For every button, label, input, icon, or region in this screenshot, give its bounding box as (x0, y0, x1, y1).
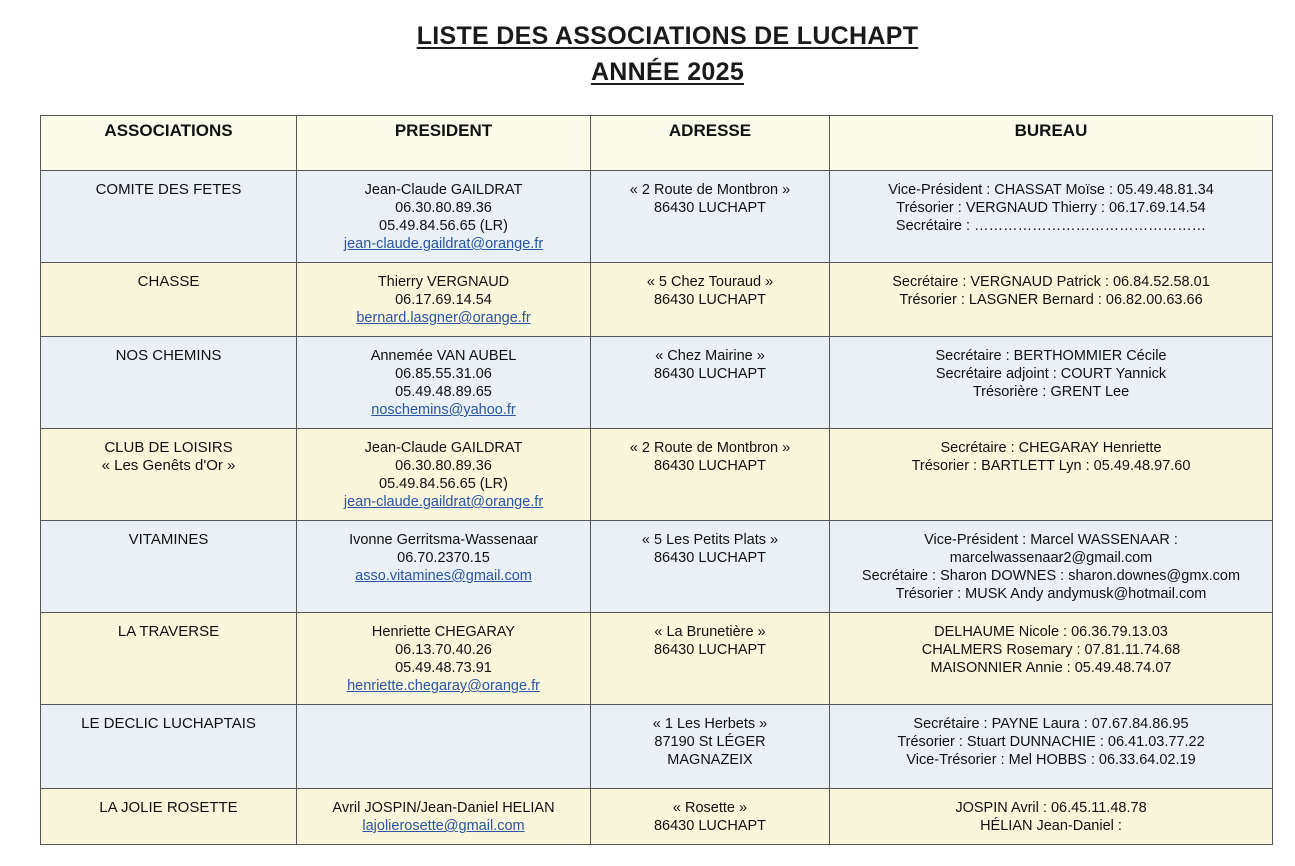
header-row (41, 116, 1273, 171)
adresse-cell-line: 86430 LUCHAPT (653, 366, 767, 382)
association-cell (41, 705, 297, 789)
bureau-cell-line: Vice-Trésorier : Mel HOBBS : 06.33.64.02.19 (906, 752, 1196, 768)
adresse-cell (591, 613, 830, 705)
bureau-cell-line: Secrétaire : VERGNAUD Patrick : 06.84.52.58.01 (892, 274, 1210, 290)
adresse-cell (591, 705, 830, 789)
president-cell (297, 705, 591, 789)
table-row (41, 263, 1273, 337)
president-email-link[interactable]: noschemins@yahoo.fr (371, 402, 516, 418)
president-cell-line: 05.49.48.73.91 (395, 660, 492, 676)
bureau-cell-line: Vice-Président : CHASSAT Moïse : 05.49.48.81.34 (888, 182, 1214, 198)
president-cell-line: Jean-Claude GAILDRAT (364, 440, 523, 456)
bureau-cell-line: Secrétaire : PAYNE Laura : 07.67.84.86.95 (913, 716, 1189, 732)
adresse-cell-line: MAGNAZEIX (667, 752, 753, 768)
association-cell-line: CLUB DE LOISIRS (104, 439, 233, 456)
adresse-cell-line: 86430 LUCHAPT (653, 550, 767, 566)
president-cell (297, 521, 591, 613)
bureau-cell-line: Trésorière : GRENT Lee (972, 384, 1130, 400)
bureau-cell (830, 171, 1273, 263)
president-cell-line: Henriette CHEGARAY (371, 624, 516, 640)
adresse-cell (591, 789, 830, 845)
table-row (41, 521, 1273, 613)
president-cell-line: 06.30.80.89.36 (395, 200, 492, 216)
president-cell-line: Ivonne Gerritsma-Wassenaar (349, 532, 538, 548)
president-cell (297, 263, 591, 337)
adresse-cell-line: « 1 Les Herbets » (652, 716, 768, 732)
adresse-cell-line: « 5 Les Petits Plats » (641, 532, 779, 548)
president-cell (297, 613, 591, 705)
bureau-cell-line: Trésorier : LASGNER Bernard : 06.82.00.63.66 (899, 292, 1203, 308)
president-cell-line: 05.49.84.56.65 (LR) (379, 218, 508, 234)
president-email-link[interactable]: jean-claude.gaildrat@orange.fr (343, 236, 544, 252)
bureau-cell-line: Secrétaire : BERTHOMMIER Cécile (935, 348, 1167, 364)
table-row (41, 613, 1273, 705)
president-cell-line: Avril JOSPIN/Jean-Daniel HELIAN (332, 800, 555, 816)
bureau-cell (830, 789, 1273, 845)
president-email-link[interactable]: bernard.lasgner@orange.fr (356, 310, 531, 326)
president-email-link[interactable]: jean-claude.gaildrat@orange.fr (343, 494, 544, 510)
adresse-cell-line: 86430 LUCHAPT (653, 458, 767, 474)
bureau-cell-line: JOSPIN Avril : 06.45.11.48.78 (955, 800, 1147, 816)
adresse-cell-line: 86430 LUCHAPT (653, 818, 767, 834)
president-cell (297, 171, 591, 263)
adresse-cell-line: « 2 Route de Montbron » (629, 440, 791, 456)
adresse-cell (591, 337, 830, 429)
president-email-link[interactable]: lajolierosette@gmail.com (362, 818, 525, 834)
association-cell-line: CHASSE (137, 273, 200, 290)
adresse-cell (591, 171, 830, 263)
title-line-1: LISTE DES ASSOCIATIONS DE LUCHAPT (416, 22, 919, 50)
bureau-cell-line: Trésorier : Stuart DUNNACHIE : 06.41.03.77.22 (897, 734, 1205, 750)
adresse-cell-line: « La Brunetière » (654, 624, 766, 640)
title-line-2: ANNÉE 2025 (590, 58, 745, 86)
president-cell (297, 429, 591, 521)
president-email-link[interactable]: henriette.chegaray@orange.fr (347, 678, 540, 694)
adresse-cell-line: 86430 LUCHAPT (653, 642, 767, 658)
association-cell-line: LA TRAVERSE (117, 623, 220, 640)
president-cell-line: 05.49.48.89.65 (395, 384, 492, 400)
adresse-cell-line: « Chez Mairine » (655, 348, 765, 364)
bureau-cell-line: Secrétaire adjoint : COURT Yannick (935, 366, 1167, 382)
adresse-cell (591, 263, 830, 337)
association-cell (41, 613, 297, 705)
president-cell-line: Jean-Claude GAILDRAT (364, 182, 523, 198)
association-cell (41, 171, 297, 263)
table-row (41, 705, 1273, 789)
bureau-cell-line: Secrétaire : CHEGARAY Henriette (940, 440, 1162, 456)
bureau-cell-line: Secrétaire : ………………………………………… (895, 218, 1207, 234)
president-cell-line: Annemée VAN AUBEL (370, 348, 517, 364)
adresse-cell-line: « 2 Route de Montbron » (629, 182, 791, 198)
bureau-cell (830, 429, 1273, 521)
adresse-cell (591, 521, 830, 613)
association-cell (41, 789, 297, 845)
table-row (41, 337, 1273, 429)
president-cell (297, 789, 591, 845)
header-adresse: ADRESSE (591, 116, 830, 171)
bureau-cell (830, 263, 1273, 337)
bureau-cell-line: HÉLIAN Jean-Daniel : (980, 818, 1122, 834)
bureau-cell-line: DELHAUME Nicole : 06.36.79.13.03 (934, 624, 1168, 640)
adresse-cell (591, 429, 830, 521)
header-bureau: BUREAU (830, 116, 1273, 171)
association-cell-line: LE DECLIC LUCHAPTAIS (81, 715, 256, 732)
table-row (41, 171, 1273, 263)
president-cell-line: 06.13.70.40.26 (395, 642, 492, 658)
bureau-cell (830, 521, 1273, 613)
adresse-cell-line: « Rosette » (672, 800, 748, 816)
table-row (41, 789, 1273, 845)
adresse-cell-line: 87190 St LÉGER (654, 734, 766, 750)
president-cell-line: 06.30.80.89.36 (395, 458, 492, 474)
president-cell-line: Thierry VERGNAUD (377, 274, 510, 290)
association-cell-line: « Les Genêts d'Or » (101, 457, 236, 474)
association-cell (41, 337, 297, 429)
association-cell (41, 521, 297, 613)
president-email-link[interactable]: asso.vitamines@gmail.com (355, 568, 532, 584)
adresse-cell-line: « 5 Chez Touraud » (646, 274, 774, 290)
table-row (41, 429, 1273, 521)
president-cell-line: 05.49.84.56.65 (LR) (379, 476, 508, 492)
associations-table (40, 115, 1273, 845)
bureau-cell-line: marcelwassenaar2@gmail.com (949, 550, 1153, 566)
bureau-cell-line: Secrétaire : Sharon DOWNES : sharon.downes@gmx.com (861, 568, 1241, 584)
president-cell-line: 06.17.69.14.54 (395, 292, 492, 308)
bureau-cell (830, 613, 1273, 705)
adresse-cell-line: 86430 LUCHAPT (653, 200, 767, 216)
association-cell-line: COMITE DES FETES (95, 181, 242, 198)
adresse-cell-line: 86430 LUCHAPT (653, 292, 767, 308)
president-cell (297, 337, 591, 429)
president-cell-line: 06.85.55.31.06 (395, 366, 492, 382)
header-president: PRESIDENT (297, 116, 591, 171)
bureau-cell (830, 337, 1273, 429)
president-cell-line: 06.70.2370.15 (397, 550, 490, 566)
bureau-cell (830, 705, 1273, 789)
bureau-cell-line: MAISONNIER Annie : 05.49.48.74.07 (930, 660, 1172, 676)
bureau-cell-line: Trésorier : VERGNAUD Thierry : 06.17.69.14.54 (896, 200, 1206, 216)
header-associations: ASSOCIATIONS (41, 116, 297, 171)
association-cell (41, 429, 297, 521)
bureau-cell-line: Trésorier : MUSK Andy andymusk@hotmail.com (895, 586, 1207, 602)
document-title (0, 18, 1295, 90)
association-cell-line: VITAMINES (128, 531, 209, 548)
bureau-cell-line: CHALMERS Rosemary : 07.81.11.74.68 (921, 642, 1181, 658)
association-cell-line: LA JOLIE ROSETTE (99, 799, 238, 816)
association-cell-line: NOS CHEMINS (115, 347, 222, 364)
bureau-cell-line: Trésorier : BARTLETT Lyn : 05.49.48.97.60 (911, 458, 1191, 474)
association-cell (41, 263, 297, 337)
bureau-cell-line: Vice-Président : Marcel WASSENAAR : (924, 532, 1178, 548)
